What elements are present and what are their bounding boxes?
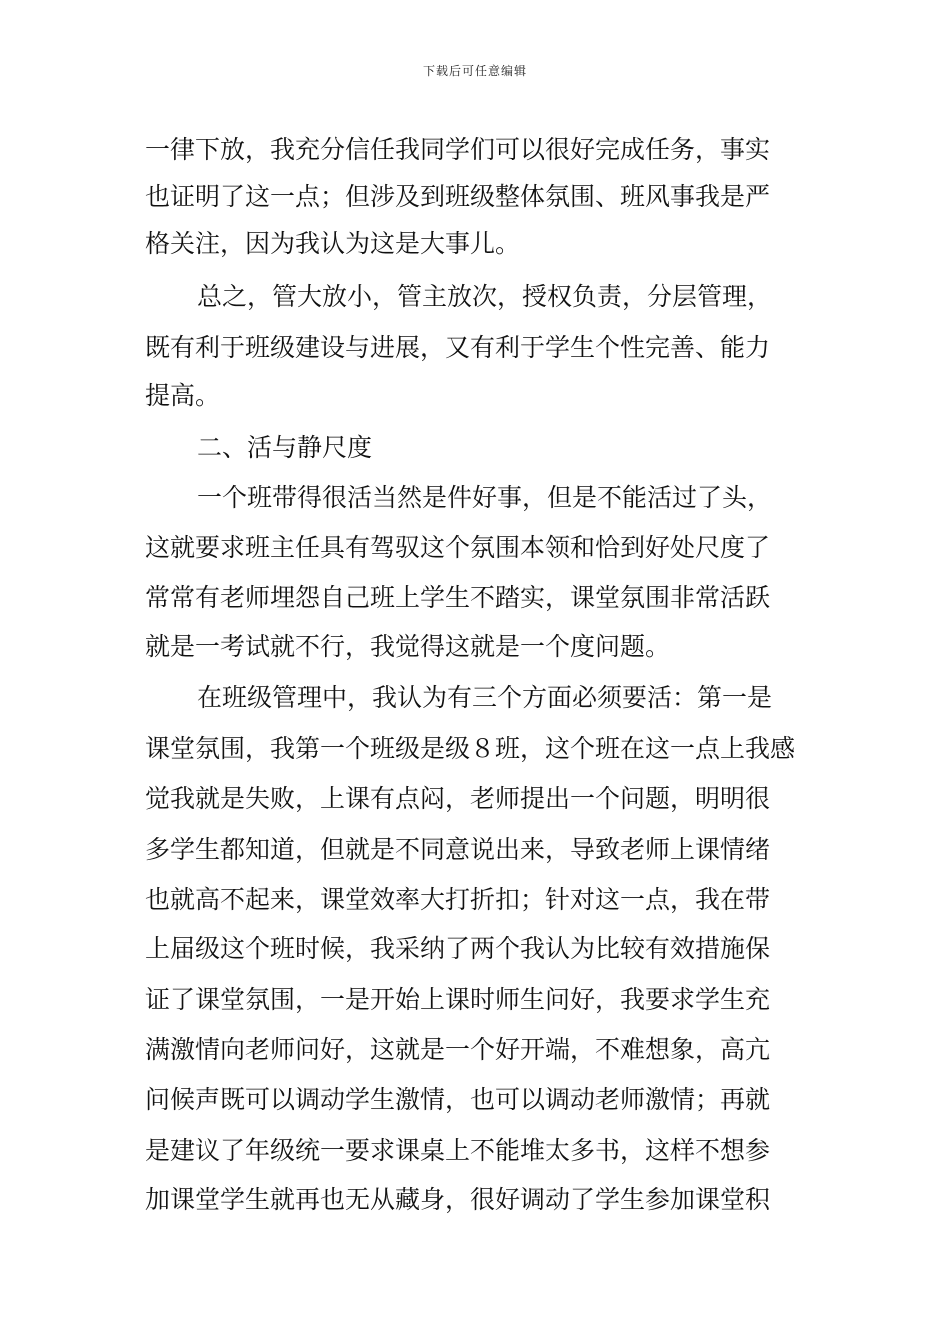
section-heading: 二、活与静尺度 [197, 433, 373, 462]
text-line: 提高。 [145, 381, 221, 410]
text-line: 在班级管理中，我认为有三个方面必须要活：第一是 [197, 683, 773, 712]
text-line: 格关注，因为我认为这是大事儿。 [145, 229, 521, 258]
text-line: 总之，管大放小，管主放次，授权负责，分层管理， [197, 282, 773, 311]
text-line: 课堂氛围，我第一个班级是级８班，这个班在这一点上我感 [145, 734, 796, 763]
page-header: 下载后可任意编辑 [422, 64, 527, 78]
text-line: 既有利于班级建设与进展，又有利于学生个性完善、能力 [145, 333, 771, 362]
text-line: 是建议了年级统一要求课桌上不能堆太多书，这样不想参 [145, 1136, 771, 1165]
text-line: 多学生都知道，但就是不同意说出来，导致老师上课情绪 [145, 835, 771, 864]
text-line: 也证明了这一点；但涉及到班级整体氛围、班风事我是严 [145, 182, 771, 211]
text-line: 常常有老师埋怨自己班上学生不踏实，课堂氛围非常活跃 [145, 583, 771, 612]
text-line: 满激情向老师问好，这就是一个好开端，不难想象，高亢 [145, 1035, 771, 1064]
text-line: 加课堂学生就再也无从藏身，很好调动了学生参加课堂积 [145, 1185, 771, 1214]
text-line: 问候声既可以调动学生激情，也可以调动老师激情；再就 [145, 1085, 771, 1114]
text-line: 这就要求班主任具有驾驭这个氛围本领和恰到好处尺度了 [145, 533, 771, 562]
text-line: 也就高不起来，课堂效率大打折扣；针对这一点，我在带 [145, 885, 771, 914]
text-line: 就是一考试就不行，我觉得这就是一个度问题。 [145, 632, 671, 661]
text-line: 证了课堂氛围，一是开始上课时师生问好，我要求学生充 [145, 985, 771, 1014]
text-line: 上届级这个班时候，我采纳了两个我认为比较有效措施保 [145, 934, 771, 963]
text-line: 觉我就是失败，上课有点闷，老师提出一个问题，明明很 [145, 784, 771, 813]
text-line: 一律下放，我充分信任我同学们可以很好完成任务，事实 [145, 135, 771, 164]
text-line: 一个班带得很活当然是件好事，但是不能活过了头， [197, 483, 773, 512]
